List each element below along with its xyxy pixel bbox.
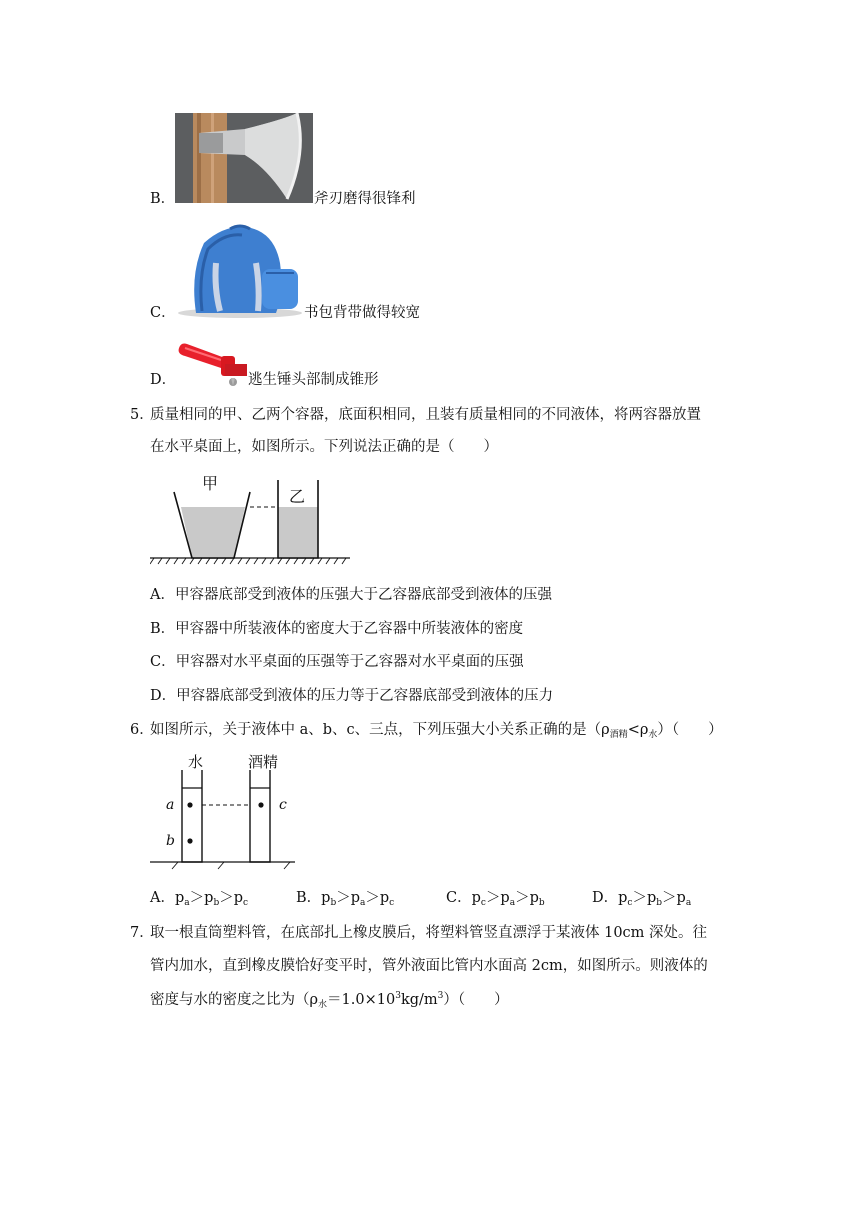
- q7-number: 7．: [130, 925, 154, 941]
- option-d-letter: D．: [150, 372, 177, 388]
- q6-option-d: D．$p_c>p_b>p_a$: [592, 890, 692, 908]
- q7-stem-line3: 密度与水的密度之比为$(\rho_水=1.0\times 10^3kg/m^3)$（ ）: [150, 991, 509, 1010]
- q5-number: 5．: [130, 407, 154, 423]
- q6-label-a: a: [166, 797, 175, 813]
- point-c: [258, 802, 263, 807]
- point-a: [187, 802, 192, 807]
- option-b-text: 斧刃磨得很锋利: [314, 191, 416, 207]
- q6-label-c: c: [279, 797, 287, 813]
- q6-tubes-diagram: [150, 752, 300, 870]
- safety-hammer-icon: [175, 340, 251, 388]
- point-b: [187, 838, 192, 843]
- q5-label-jia: 甲: [202, 474, 219, 493]
- q6-label-alcohol: 酒精: [248, 753, 279, 771]
- q5-option-b: B．甲容器中所装液体的密度大于乙容器中所装液体的密度: [150, 621, 524, 637]
- option-c-letter: C．: [150, 305, 176, 321]
- q5-stem-line1: 质量相同的甲、乙两个容器，底面积相同，且装有质量相同的不同液体，将两容器放置: [150, 407, 701, 423]
- q6-option-b: B．$p_b>p_a>p_c$: [296, 890, 395, 908]
- q5-option-c: C．甲容器对水平桌面的压强等于乙容器对水平桌面的压强: [150, 654, 524, 670]
- backpack-icon: [176, 223, 304, 318]
- option-d-text: 逃生锤头部制成锥形: [248, 372, 379, 388]
- q6-stem: 如图所示，关于液体中 a、b、c、三点，下列压强大小关系正确的是$(\rho_{酒精}<\rho_水)$（ ）: [150, 722, 723, 740]
- q6-option-c: C．$p_c>p_a>p_b$: [446, 890, 545, 908]
- q6-label-water: 水: [188, 753, 204, 771]
- q5-option-d: D．甲容器底部受到液体的压力等于乙容器底部受到液体的压力: [150, 688, 554, 704]
- q7-stem-line2: 管内加水，直到橡皮膜恰好变平时，管外液面比管内水面高 2cm，如图所示。则液体的: [150, 958, 708, 974]
- q5-containers-diagram: [150, 470, 350, 570]
- q6-option-a: A．$p_a>p_b>p_c$: [150, 890, 249, 908]
- q6-label-b: b: [166, 833, 175, 849]
- axe-icon: [175, 113, 313, 203]
- option-c-text: 书包背带做得较宽: [304, 305, 420, 321]
- q5-label-yi: 乙: [289, 487, 306, 506]
- q7-stem-line1: 取一根直筒塑料管，在底部扎上橡皮膜后，将塑料管竖直漂浮于某液体 10cm 深处。往: [150, 925, 708, 941]
- q5-stem-line2: 在水平桌面上，如图所示。下列说法正确的是（ ）: [150, 439, 498, 455]
- q6-number: 6．: [130, 722, 154, 738]
- option-b-letter: B．: [150, 191, 176, 207]
- q5-option-a: A．甲容器底部受到液体的压强大于乙容器底部受到液体的压强: [150, 587, 552, 603]
